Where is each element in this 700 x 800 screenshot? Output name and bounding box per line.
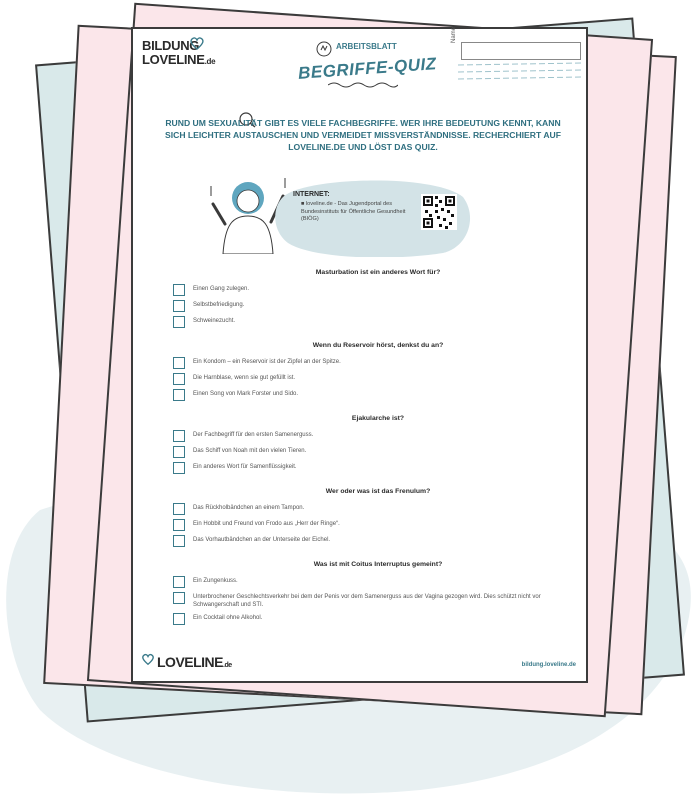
answer-checkbox[interactable] bbox=[173, 316, 185, 328]
quiz-question-block bbox=[173, 269, 553, 328]
brand-suffix: .de bbox=[204, 57, 216, 66]
answer-checkbox[interactable] bbox=[173, 446, 185, 458]
quiz-answer-option bbox=[173, 389, 553, 401]
quiz-answer-option bbox=[173, 519, 553, 531]
answer-checkbox[interactable] bbox=[173, 300, 185, 312]
worksheet-icon bbox=[316, 41, 332, 57]
quiz-answer-option bbox=[173, 462, 553, 474]
quiz-question: Was ist mit Coitus Interruptus gemeint? bbox=[313, 561, 443, 568]
answer-checkbox[interactable] bbox=[173, 535, 185, 547]
name-label: Name bbox=[451, 26, 457, 43]
quiz-answer-option bbox=[173, 446, 553, 458]
quiz-answer-option bbox=[173, 373, 553, 385]
quiz-answer-option bbox=[173, 592, 553, 609]
worksheet-page bbox=[131, 27, 588, 683]
answer-text: Die Harnblase, wenn sie gut gefüllt ist. bbox=[193, 375, 296, 381]
answer-text: Ein Hobbit und Freund von Frodo aus „Herr der Ringe“. bbox=[193, 521, 340, 527]
name-field[interactable] bbox=[461, 42, 581, 60]
quiz-section bbox=[173, 269, 553, 639]
quiz-answer-option bbox=[173, 300, 553, 312]
quiz-question-block bbox=[173, 561, 553, 625]
footer-logo bbox=[143, 654, 232, 670]
answer-text: Der Fachbegriff für den ersten Samenerguss. bbox=[193, 432, 314, 438]
answer-text: Selbstbefriedigung. bbox=[193, 302, 245, 308]
intro-text: RUND UM SEXUALITÄT GIBT ES VIELE FACHBEGRIFFE. WER IHRE BEDEUTUNG KENNT, KANN SICH LEICHTER AUSTAUSCHEN UND VERMEIDET MISSVERSTÄNDNISSE. RECHERCHIERT AUF LOVELINE.DE UND LÖST DAS QUIZ. bbox=[165, 118, 561, 152]
footer-logo-suffix: .de bbox=[223, 662, 232, 669]
answer-checkbox[interactable] bbox=[173, 503, 185, 515]
worksheet-label: ARBEITSBLATT bbox=[336, 42, 397, 51]
internet-text: ■ loveline.de - Das Jugendportal des Bundesinstituts für Öffentliche Gesundheit (BIÖG) bbox=[301, 201, 406, 222]
answer-text: Das Vorhautbändchen an der Unterseite der Eichel. bbox=[193, 537, 331, 543]
answer-text: Das Rückholbändchen an einem Tampon. bbox=[193, 505, 305, 511]
answer-text: Einen Gang zulegen. bbox=[193, 286, 250, 292]
internet-title: INTERNET: bbox=[293, 191, 330, 198]
quiz-question: Wenn du Reservoir hörst, denkst du an? bbox=[312, 342, 444, 349]
answer-text: Unterbrochener Geschlechtsverkehr bei dem der Penis vor dem Samenerguss aus der Vagina gezogen wird. Dies schützt nicht vor Schwangerschaft und STI. bbox=[193, 594, 541, 608]
quiz-question-block bbox=[173, 415, 553, 474]
answer-checkbox[interactable] bbox=[173, 430, 185, 442]
answer-checkbox[interactable] bbox=[173, 613, 185, 625]
brand-line1: BILDUNG bbox=[142, 38, 200, 53]
name-decoration-lines bbox=[458, 61, 583, 83]
answer-checkbox[interactable] bbox=[173, 592, 185, 604]
quiz-question-block bbox=[173, 342, 553, 401]
answer-text: Ein Kondom – ein Reservoir ist der Zipfel an der Spitze. bbox=[193, 359, 341, 365]
quiz-question-block bbox=[173, 488, 553, 547]
answer-checkbox[interactable] bbox=[173, 519, 185, 531]
quiz-question: Ejakularche ist? bbox=[351, 415, 405, 422]
qr-code-icon bbox=[421, 194, 457, 230]
quiz-answer-option bbox=[173, 613, 553, 625]
quiz-question: Masturbation ist ein anderes Wort für? bbox=[315, 269, 441, 276]
answer-text: Ein Cocktail ohne Alkohol. bbox=[193, 615, 263, 621]
quiz-question: Wer oder was ist das Frenulum? bbox=[325, 488, 431, 495]
heart-icon bbox=[189, 35, 205, 51]
answer-checkbox[interactable] bbox=[173, 373, 185, 385]
footer-url: bildung.loveline.de bbox=[521, 662, 576, 668]
answer-text: Einen Song von Mark Forster und Sido. bbox=[193, 391, 299, 397]
answer-text: Schweinezucht. bbox=[193, 318, 236, 324]
answer-checkbox[interactable] bbox=[173, 357, 185, 369]
quiz-answer-option bbox=[173, 535, 553, 547]
answer-checkbox[interactable] bbox=[173, 284, 185, 296]
answer-checkbox[interactable] bbox=[173, 576, 185, 588]
answer-text: Das Schiff von Noah mit den vielen Tieren. bbox=[193, 448, 307, 454]
answer-text: Ein anderes Wort für Samenflüssigkeit. bbox=[193, 464, 297, 470]
quiz-answer-option bbox=[173, 284, 553, 296]
answer-text: Ein Zungenkuss. bbox=[193, 578, 238, 584]
worksheet-title: BEGRIFFE-QUIZ bbox=[297, 54, 438, 83]
answer-checkbox[interactable] bbox=[173, 389, 185, 401]
quiz-answer-option bbox=[173, 316, 553, 328]
quiz-answer-option bbox=[173, 357, 553, 369]
quiz-answer-option bbox=[173, 503, 553, 515]
brand-line2: LOVELINE bbox=[142, 52, 205, 67]
title-squiggle bbox=[328, 81, 398, 89]
quiz-answer-option bbox=[173, 430, 553, 442]
answer-checkbox[interactable] bbox=[173, 462, 185, 474]
quiz-answer-option bbox=[173, 576, 553, 588]
footer-logo-text: LOVELINE bbox=[157, 654, 224, 670]
